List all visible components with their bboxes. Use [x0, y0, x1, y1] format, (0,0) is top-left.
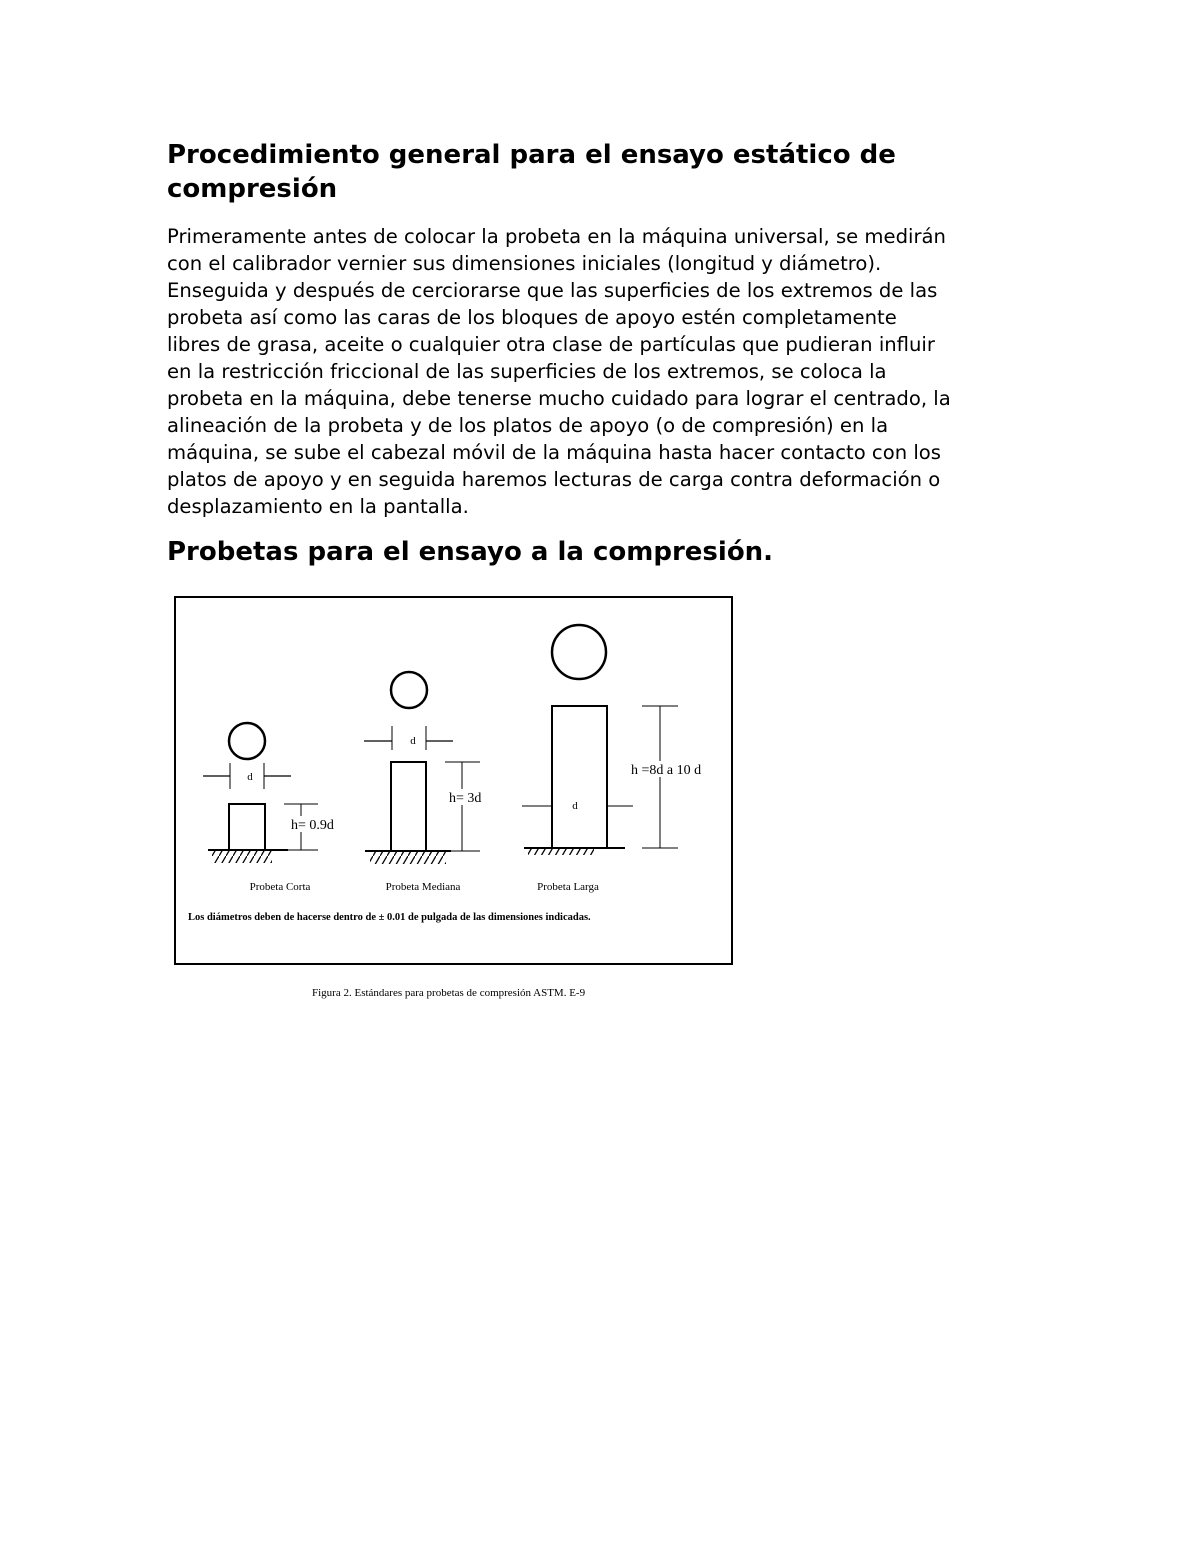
medium-specimen — [364, 672, 490, 893]
paragraph-line: Primeramente antes de colocar la probeta en la máquina universal, se medirán — [167, 225, 946, 248]
figure-frame — [175, 597, 732, 964]
paragraph-line: libres de grasa, aceite o cualquier otra clase de partículas que pudieran influir — [167, 333, 935, 356]
tolerance-note: Los diámetros deben de hacerse dentro de ± 0.01 de pulgada de las dimensiones indicadas. — [188, 912, 591, 923]
short-diameter-label: d — [247, 771, 253, 783]
long-specimen-name: Probeta Larga — [537, 881, 599, 893]
paragraph-line: en la restricción friccional de las superficies de los extremos, se coloca la — [167, 360, 887, 383]
medium-diameter-label: d — [410, 735, 416, 747]
long-cross-section-circle — [552, 625, 606, 679]
specimen-figure — [170, 592, 740, 1004]
long-specimen — [522, 625, 712, 893]
medium-specimen-name: Probeta Mediana — [385, 881, 461, 893]
procedure-paragraph — [167, 223, 1047, 520]
medium-height-label: h= 3d — [449, 791, 482, 806]
long-diameter-label: d — [572, 800, 578, 812]
figure-caption: Figura 2. Estándares para probetas de compresión ASTM. E-9 — [312, 987, 586, 999]
specimen-diagram — [170, 592, 740, 1004]
heading-line-2: compresión — [167, 174, 338, 204]
long-specimen-body — [552, 706, 607, 848]
paragraph-line: Enseguida y después de cerciorarse que las superficies de los extremos de las — [167, 279, 938, 302]
short-height-label: h= 0.9d — [291, 818, 334, 833]
paragraph-line: probeta en la máquina, debe tenerse mucho cuidado para lograr el centrado, la — [167, 387, 951, 410]
medium-cross-section-circle — [391, 672, 427, 708]
paragraph-line: alineación de la probeta y de los platos de apoyo (o de compresión) en la — [167, 414, 889, 437]
long-height-label: h =8d a 10 d — [631, 763, 702, 778]
paragraph-line: desplazamiento en la pantalla. — [167, 495, 469, 518]
long-base-hatch — [528, 849, 594, 855]
paragraph-line: probeta así como las caras de los bloques de apoyo estén completamente — [167, 306, 897, 329]
medium-specimen-body — [391, 762, 426, 851]
medium-base-hatch — [370, 852, 446, 864]
paragraph-line: con el calibrador vernier sus dimensiones iniciales (longitud y diámetro). — [167, 252, 882, 275]
short-base-hatch — [212, 851, 272, 863]
section-heading-procedure — [167, 138, 1047, 206]
section-heading-specimens: Probetas para el ensayo a la compresión. — [167, 537, 774, 567]
short-specimen-body — [229, 804, 265, 850]
heading-line-1: Procedimiento general para el ensayo estático de — [167, 140, 896, 170]
short-specimen — [203, 723, 342, 893]
short-specimen-name: Probeta Corta — [249, 881, 311, 893]
paragraph-line: platos de apoyo y en seguida haremos lecturas de carga contra deformación o — [167, 468, 941, 491]
short-cross-section-circle — [229, 723, 265, 759]
paragraph-line: máquina, se sube el cabezal móvil de la máquina hasta hacer contacto con los — [167, 441, 941, 464]
